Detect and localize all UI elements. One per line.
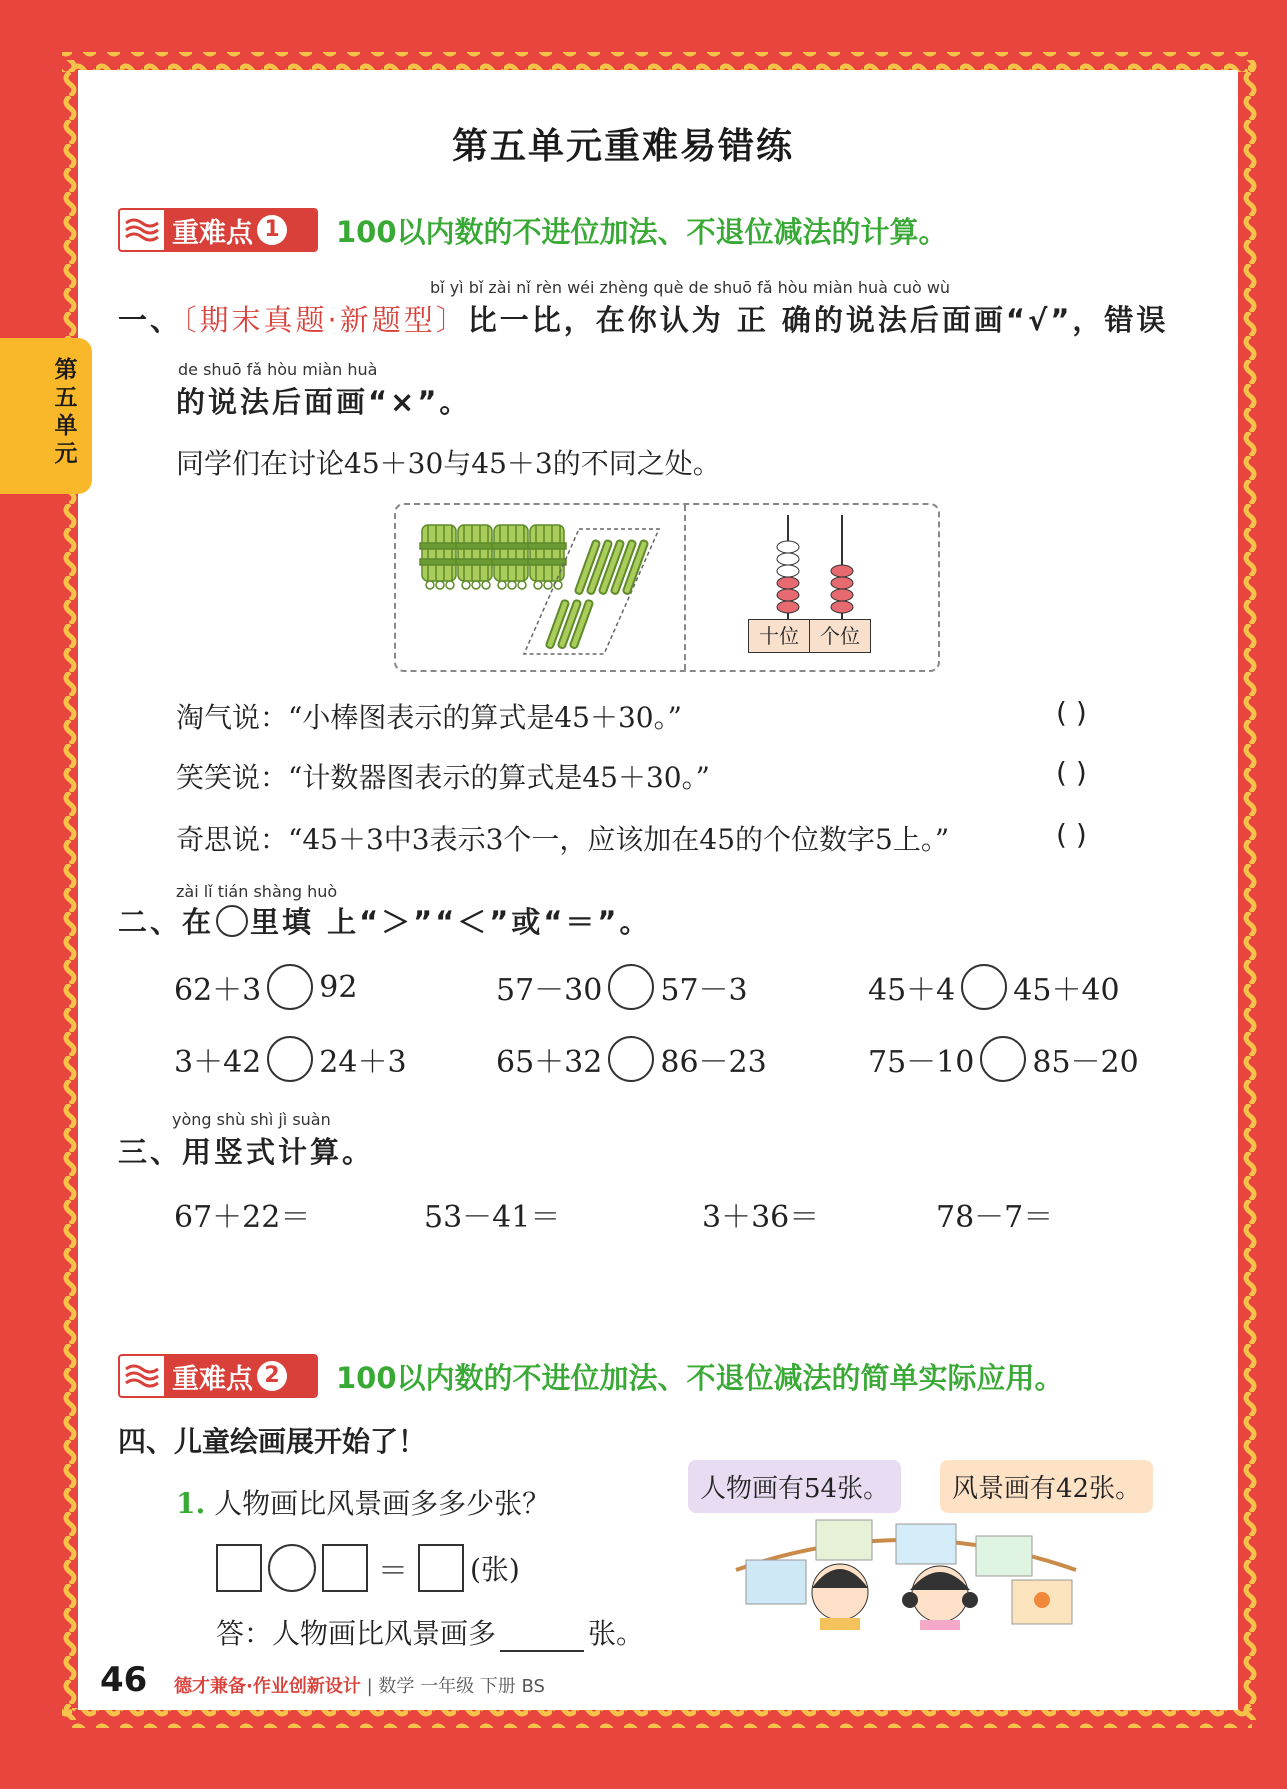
answer-line: 答：人物画比风景画多 张。 [216, 1617, 645, 1650]
page-number: 46 [100, 1660, 148, 1700]
key-point-label: 重难点 2 [164, 1356, 316, 1396]
calc-item: 67＋22＝ [174, 1200, 311, 1235]
equals-sign: ＝ [378, 1554, 408, 1589]
statement-3: 奇思说：“45＋3中3表示3个一，应该加在45的个位数字5上。” [176, 823, 950, 856]
question-1-header: 一、〔期末真题·新题型〕比一比，在你认为 正 确的说法后面画“√”，错误 [118, 303, 1169, 337]
sticks-bundles-icon [414, 519, 676, 659]
children-gallery-illustration [716, 1510, 1096, 1630]
calc-item: 78－7＝ [936, 1200, 1054, 1235]
ones-label: 个位 [810, 619, 871, 653]
key-point-text: 100以内数的不进位加法、不退位减法的简单实际应用。 [336, 1360, 1064, 1395]
speech-bubble-left: 人物画有54张。 [688, 1460, 901, 1513]
illustration-box [394, 503, 940, 672]
compare-item: 62＋3 92 [174, 964, 357, 1010]
question-2-header: 二、 在 里填 上“＞”“＜”或“＝”。 [118, 905, 652, 939]
wave-icon [120, 210, 164, 250]
calc-item: 3＋36＝ [702, 1200, 820, 1235]
compare-item: 57－30 57－3 [496, 964, 748, 1010]
footer-text [174, 1672, 545, 1698]
key-point-number: 2 [257, 1361, 287, 1391]
divider [684, 505, 686, 670]
answer-blank[interactable] [500, 1620, 584, 1652]
question-1-line2: 的说法后面画“×”。 [176, 385, 472, 419]
statement-1: 淘气说：“小棒图表示的算式是45＋30。” [176, 701, 682, 734]
speech-bubble-right: 风景画有42张。 [940, 1460, 1153, 1513]
compare-item: 75－10 85－20 [868, 1036, 1139, 1082]
unit-side-tab [0, 338, 92, 494]
statement-2: 笑笑说：“计数器图表示的算式是45＋30。” [176, 761, 710, 794]
key-point-badge [118, 1354, 318, 1398]
key-point-badge [118, 208, 318, 252]
calc-item: 53－41＝ [424, 1200, 561, 1235]
footer-brand: 德才兼备·作业创新设计 [174, 1676, 361, 1697]
operator-circle[interactable] [268, 1544, 316, 1592]
key-point-2 [118, 1354, 1064, 1398]
key-point-1 [118, 208, 948, 252]
answer-box[interactable] [322, 1544, 368, 1592]
key-point-number: 1 [257, 215, 287, 245]
compare-circle[interactable] [267, 964, 313, 1010]
question-4-header: 四、儿童绘画展开始了！ [118, 1425, 427, 1458]
tens-label: 十位 [748, 619, 810, 653]
compare-circle[interactable] [608, 964, 654, 1010]
answer-paren-1[interactable]: ( ) [1056, 696, 1087, 729]
unit-side-tab-label: 第五单元 [54, 357, 78, 467]
sub-question-1: 1. 人物画比风景画多多少张？ [176, 1487, 551, 1520]
key-point-label: 重难点 1 [164, 210, 316, 250]
circle-icon [216, 905, 248, 937]
abacus-icon [748, 515, 888, 625]
compare-circle[interactable] [267, 1036, 313, 1082]
question-tag: 〔期末真题·新题型〕 [182, 303, 468, 337]
abacus-labels [748, 619, 871, 653]
compare-circle[interactable] [608, 1036, 654, 1082]
compare-circle[interactable] [961, 964, 1007, 1010]
wave-icon [120, 1356, 164, 1396]
answer-box[interactable] [216, 1544, 262, 1592]
compare-item: 65＋32 86－23 [496, 1036, 767, 1082]
answer-paren-3[interactable]: ( ) [1056, 818, 1087, 851]
pinyin-line: zài lǐ tián shàng huò [176, 882, 338, 901]
page-title: 第五单元重难易错练 [452, 126, 795, 167]
answer-paren-2[interactable]: ( ) [1056, 756, 1087, 789]
pinyin-line: yòng shù shì jì suàn [172, 1110, 331, 1129]
compare-circle[interactable] [980, 1036, 1026, 1082]
compare-item: 3＋42 24＋3 [174, 1036, 407, 1082]
pinyin-line: bǐ yì bǐ zài nǐ rèn wéi zhèng què de shuō fǎ hòu miàn huà cuò wù [430, 278, 951, 297]
equation-row [216, 1544, 520, 1592]
answer-box[interactable] [418, 1544, 464, 1592]
question-1-intro: 同学们在讨论45＋30与45＋3的不同之处。 [176, 447, 721, 480]
key-point-text: 100以内数的不进位加法、不退位减法的计算。 [336, 214, 948, 249]
pinyin-line: de shuō fǎ hòu miàn huà [178, 360, 378, 379]
question-3-header: 三、用竖式计算。 [118, 1135, 375, 1169]
unit-label: (张) [470, 1553, 520, 1586]
compare-item: 45＋4 45＋40 [868, 964, 1120, 1010]
footer-book-info: | 数学 一年级 下册 BS [366, 1676, 545, 1697]
